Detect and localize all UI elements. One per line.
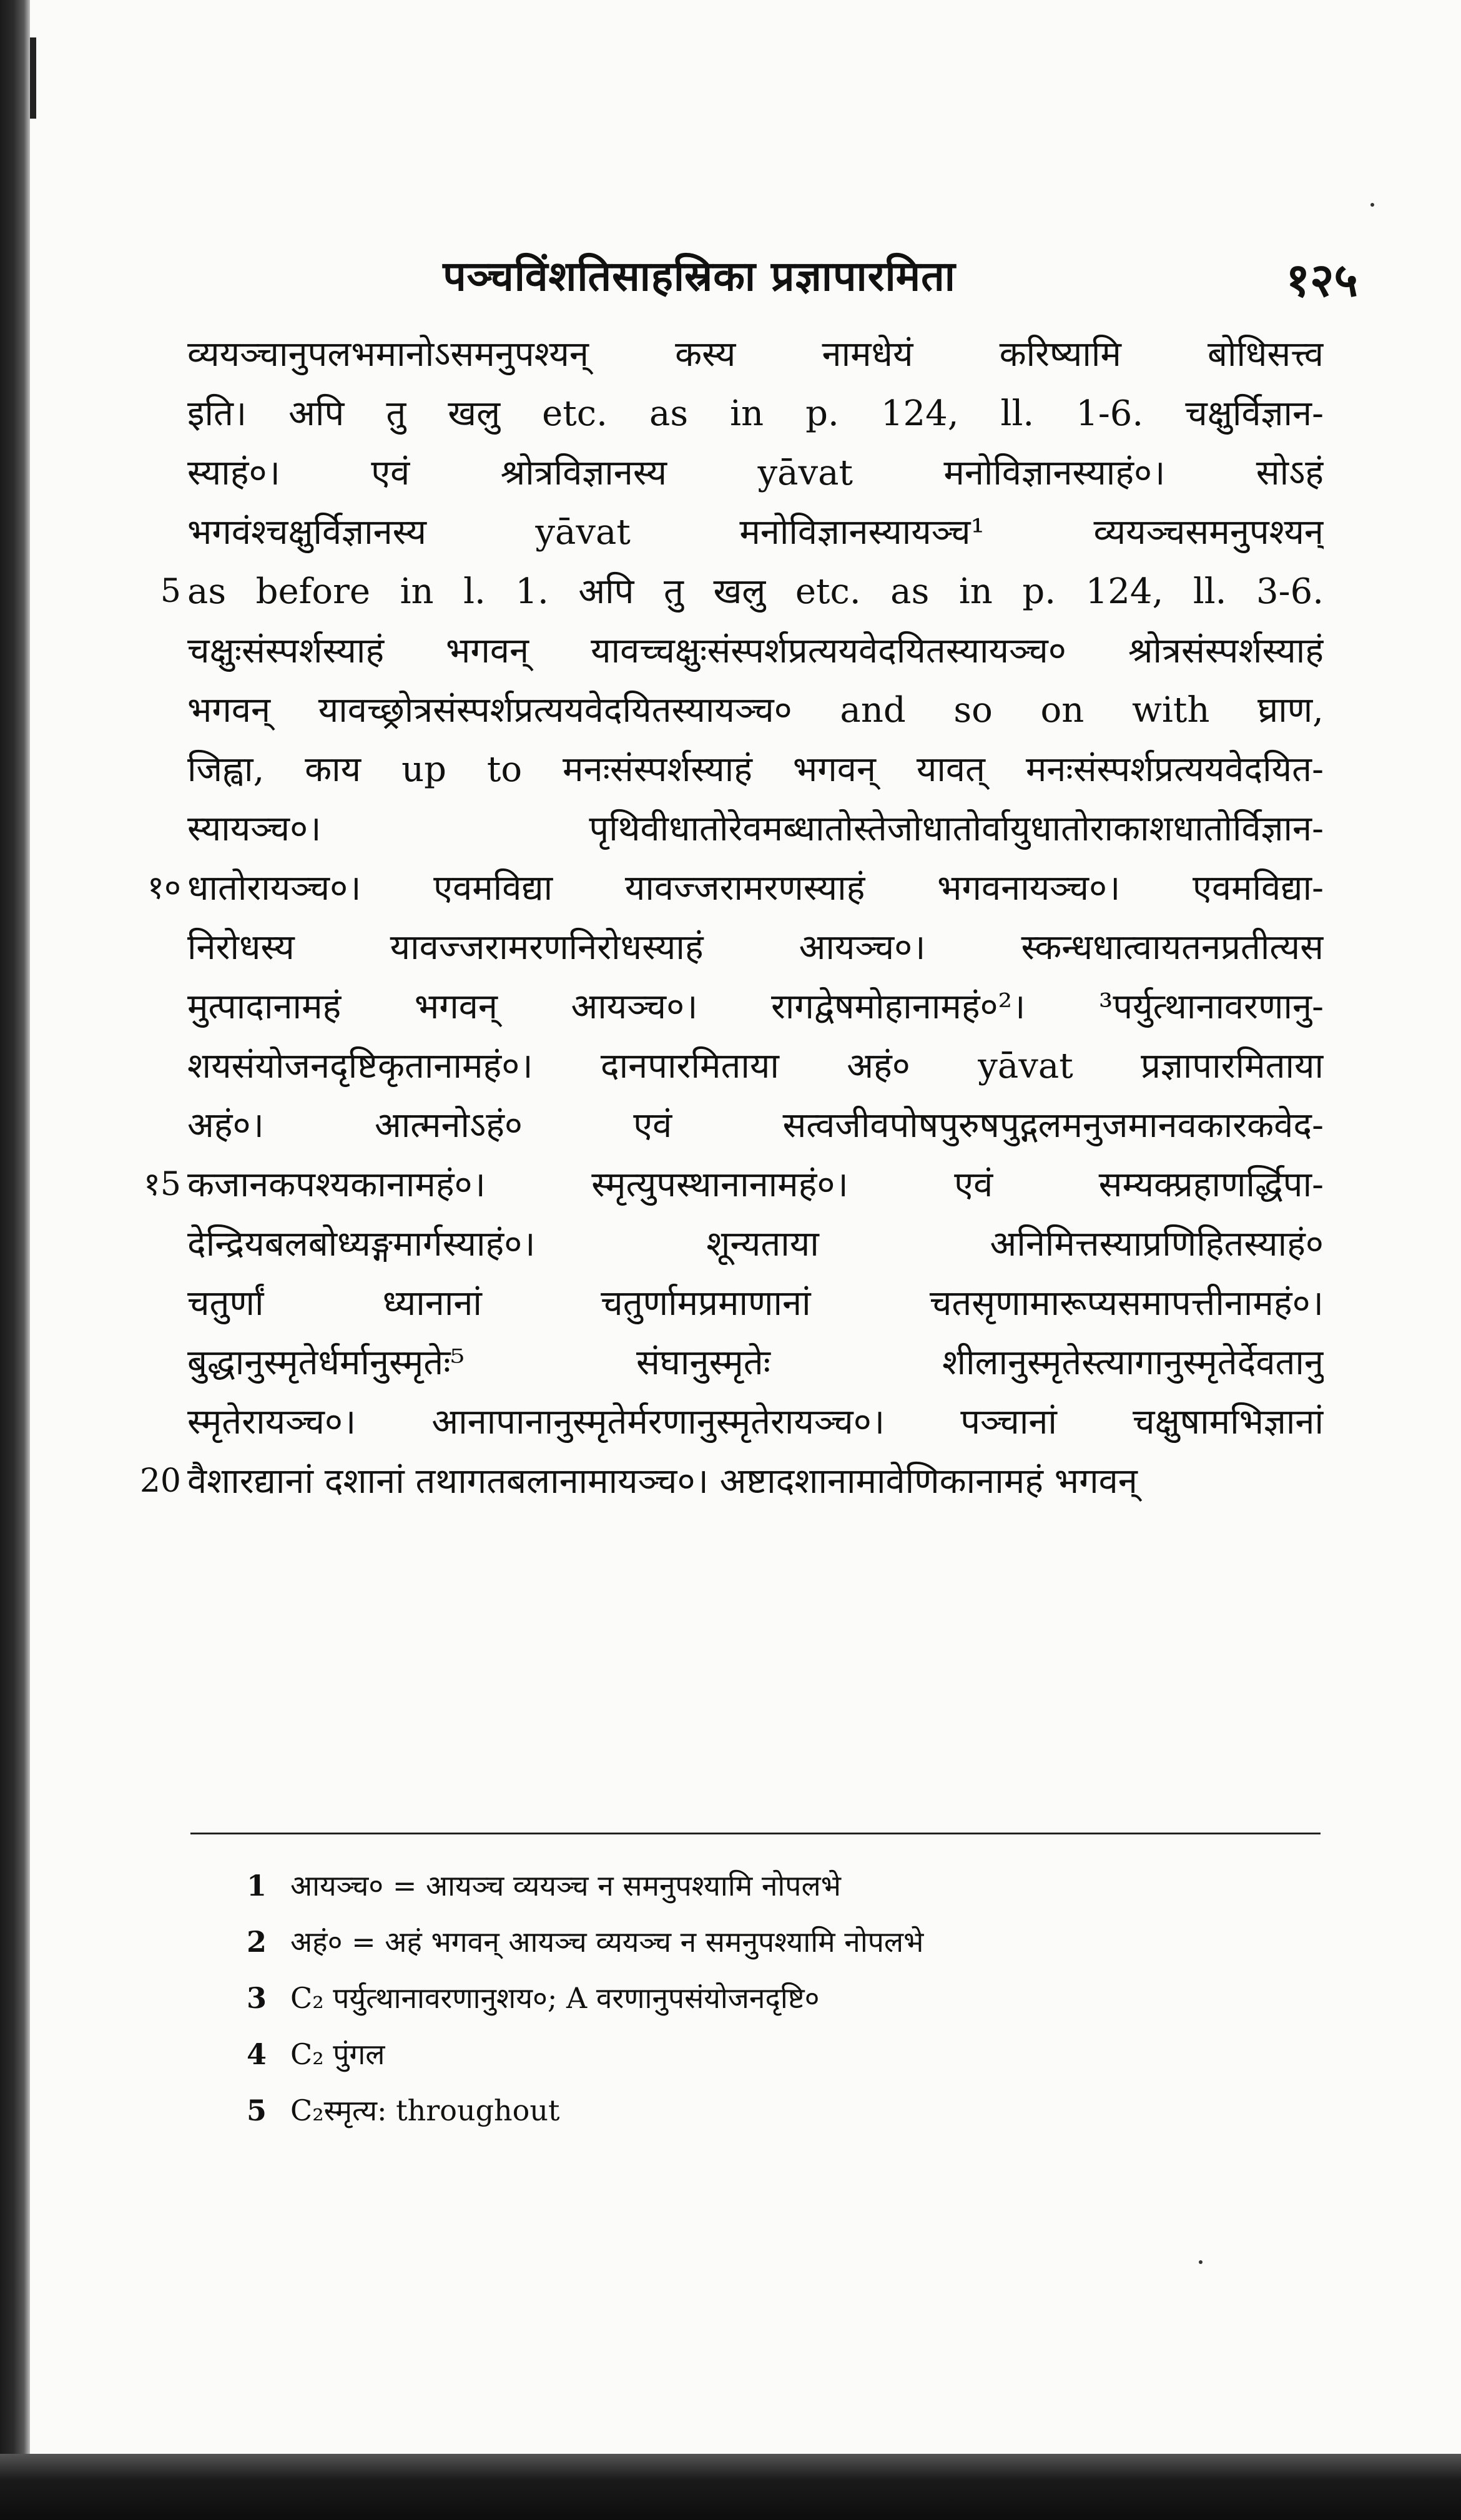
spine-notch <box>30 37 36 119</box>
footnote <box>247 1858 1308 1914</box>
text-line: भगवंश्चक्षुर्विज्ञानस्य yāvat मनोविज्ञानस्यायञ्च¹ व्ययञ्चसमनुपश्यन् <box>187 512 1324 553</box>
text-line: कजानकपश्यकानामहं०। स्मृत्युपस्थानानामहं०। एवं सम्यक्प्रहाणर्द्धिपा- <box>187 1164 1324 1205</box>
text-line: मुत्पादानामहं भगवन् आयञ्च०। रागद्वेषमोहानामहं०²। ³पर्युत्थानावरणानु- <box>187 987 1324 1027</box>
scan-speck <box>1370 203 1374 207</box>
text-line: भगवन् यावच्छ्रोत्रसंस्पर्शप्रत्ययवेदयितस्यायञ्च० and so on with घ्राण, <box>187 690 1324 731</box>
line-number-10: १० <box>147 869 181 907</box>
text-line: इति। अपि तु खलु etc. as in p. 124, ll. 1-6. चक्षुर्विज्ञान- <box>187 393 1324 434</box>
footnotes <box>247 1858 1308 2139</box>
text-line: स्मृतेरायञ्च०। आनापानानुस्मृतेर्मरणानुस्मृतेरायञ्च०। पञ्चानां चक्षुषामभिज्ञानां <box>187 1402 1324 1442</box>
text-line: वैशारद्यानां दशानां तथागतबलानामायञ्च०। अष्टादशानामावेणिकानामहं भगवन् <box>187 1461 1138 1502</box>
text-line: चतुर्णां ध्यानानां चतुर्णामप्रमाणानां चतसृणामारूप्यसमापत्तीनामहं०। <box>187 1283 1324 1324</box>
line-number-15: १5 <box>143 1166 181 1203</box>
footnote-text: C₂ पुंगल <box>290 2037 385 2071</box>
page-number: १२५ <box>1286 253 1358 307</box>
text-line: as before in l. 1. अपि तु खलु etc. as in p. 124, ll. 3-6. <box>187 571 1324 612</box>
text-line: स्याहं०। एवं श्रोत्रविज्ञानस्य yāvat मनोविज्ञानस्याहं०। सोऽहं <box>187 453 1324 493</box>
scan-speck <box>1199 2260 1203 2264</box>
footnote-number: 3 <box>247 1981 267 2015</box>
footnote-text: C₂ पर्युत्थानावरणानुशय०; A वरणानुपसंयोजनदृष्टि० <box>290 1981 820 2015</box>
footnote-number: 1 <box>247 1869 267 1902</box>
footnote-number: 4 <box>247 2037 267 2071</box>
footnote-text: आयञ्च० = आयञ्च व्ययञ्च न समनुपश्यामि नोपलभे <box>290 1869 841 1902</box>
text-line: बुद्धानुस्मृतेर्धर्मानुस्मृतेः⁵ संघानुस्मृतेः शीलानुस्मृतेस्त्यागानुस्मृतेर्देवतानु <box>187 1342 1324 1383</box>
footnote-divider <box>190 1833 1321 1834</box>
text-line: अहं०। आत्मनोऽहं० एवं सत्वजीवपोषपुरुषपुद्गलमनुजमानवकारकवेद- <box>187 1105 1324 1146</box>
footnote-number: 5 <box>247 2094 267 2127</box>
footnote-text: C₂स्मृत्य: throughout <box>290 2094 560 2127</box>
text-line: व्ययञ्चानुपलभमानोऽसमनुपश्यन् कस्य नामधेयं करिष्यामि बोधिसत्त्व <box>187 334 1324 375</box>
text-line: देन्द्रियबलबोध्यङ्गमार्गस्याहं०। शून्यताया अनिमित्तस्याप्रणिहितस्याहं० <box>187 1224 1324 1264</box>
book-spine-shadow <box>0 0 30 2520</box>
footnote <box>247 2082 1308 2139</box>
footnote <box>247 1914 1308 1970</box>
line-number-5: 5 <box>160 573 181 610</box>
main-text <box>187 325 1324 1511</box>
text-line: चक्षुःसंस्पर्शस्याहं भगवन् यावच्चक्षुःसंस्पर्शप्रत्ययवेदयितस्यायञ्च० श्रोत्रसंस्पर्शस्याहं <box>187 631 1324 671</box>
footnote <box>247 2026 1308 2082</box>
text-line: धातोरायञ्च०। एवमविद्या यावज्जरामरणस्याहं भगवनायञ्च०। एवमविद्या- <box>187 868 1324 908</box>
text-line: जिह्वा, काय up to मनःसंस्पर्शस्याहं भगवन् यावत् मनःसंस्पर्शप्रत्ययवेदयित- <box>187 749 1324 790</box>
footnote <box>247 1970 1308 2026</box>
line-number-20: 20 <box>139 1462 181 1500</box>
footnote-number: 2 <box>247 1925 267 1959</box>
footnote-text: अहं० = अहं भगवन् आयञ्च व्ययञ्च न समनुपश्यामि नोपलभे <box>290 1925 924 1959</box>
text-line: शयसंयोजनदृष्टिकृतानामहं०। दानपारमिताया अहं० yāvat प्रज्ञापारमिताया <box>187 1046 1324 1086</box>
text-line: निरोधस्य यावज्जरामरणनिरोधस्याहं आयञ्च०। स्कन्धधात्वायतनप्रतीत्यस <box>187 927 1324 968</box>
scan-bottom-shadow <box>0 2454 1461 2520</box>
text-line: स्यायञ्च०। पृथिवीधातोरेवमब्धातोस्तेजोधातोर्वायुधातोराकाशधातोर्विज्ञान- <box>187 809 1324 849</box>
running-title: पञ्चविंशतिसाहस्रिका प्रज्ञापारमिता <box>443 252 956 300</box>
